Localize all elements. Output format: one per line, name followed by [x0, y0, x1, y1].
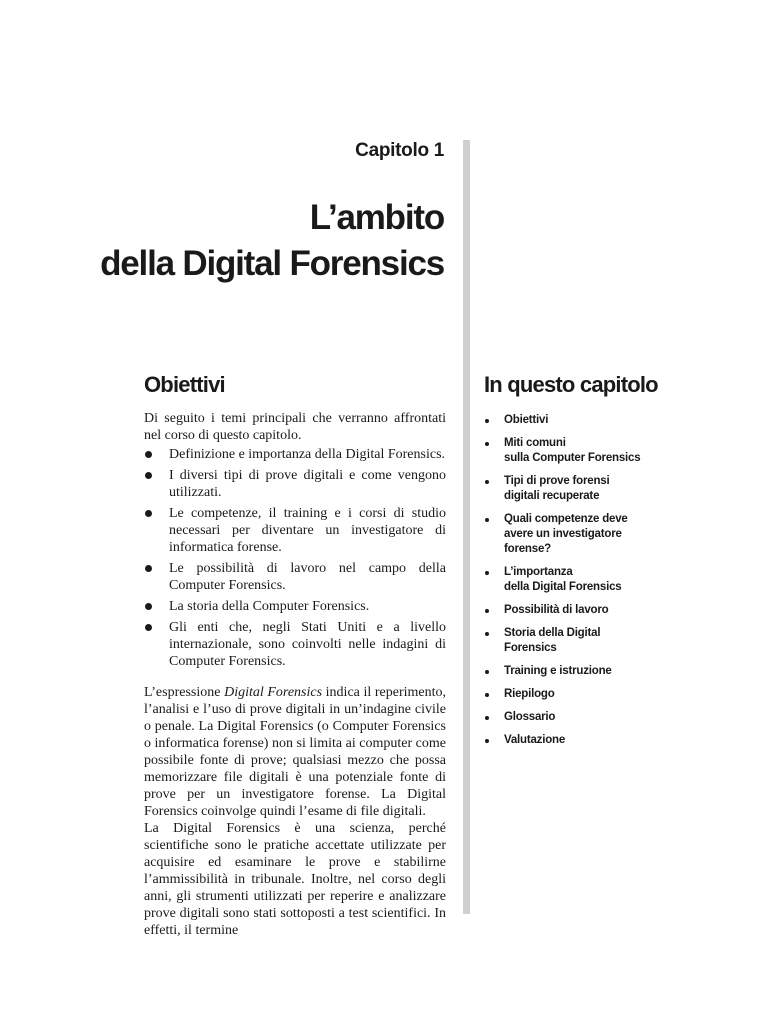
bullet-icon — [145, 510, 152, 517]
chapter-contents-text: Tipi di prove forensi digitali recuperate — [504, 475, 610, 502]
body-paragraph-2: La Digital Forensics è una scienza, perché scientifiche sono le pratiche accettate utilizzate per acquisire ed esaminare le prove e stabilirne l’ammissibilità in tribunale. Inoltre, nel corso degli anni, gli strumenti utilizzati per reperire e analizzare prove digitali sono stati sottoposti a test scientifici. In effetti, il termine — [144, 821, 446, 938]
chapter-contents-item — [484, 413, 674, 428]
chapter-contents-item — [484, 687, 674, 702]
bullet-icon — [485, 693, 489, 697]
bullet-icon — [485, 609, 489, 613]
objective-item — [144, 446, 446, 463]
bullet-icon — [485, 419, 489, 423]
body-text — [144, 684, 446, 939]
paragraph-text: indica il reperimento, l’analisi e l’uso di prove digitali in un’indagine civile o penale. La Digital Forensics (o Computer Forensics o informatica forense) non si limita ai computer come possibile fonte di prove; qualsiasi mezzo che possa memorizzare file digitali è una potenziale fonte di prove per un investigatore forense. La Digital Forensics coinvolge quindi l’esame di file digitali. — [144, 685, 447, 819]
bullet-icon — [145, 565, 152, 572]
chapter-title — [100, 195, 444, 287]
objective-text: Le possibilità di lavoro nel campo della Computer Forensics. — [169, 561, 446, 593]
body-paragraph-1 — [144, 684, 446, 820]
chapter-contents-item — [484, 626, 674, 656]
chapter-contents-item — [484, 565, 674, 595]
objectives-heading: Obiettivi — [144, 372, 225, 397]
main-column — [144, 372, 446, 939]
chapter-contents-item — [484, 512, 674, 557]
in-this-chapter-heading: In questo capitolo — [484, 372, 658, 397]
objectives-list — [144, 446, 446, 670]
chapter-contents-text: Valutazione — [504, 734, 566, 746]
objective-text: Gli enti che, negli Stati Uniti e a livello internazionale, sono coinvolti nelle indagini di Computer Forensics. — [169, 620, 446, 669]
bullet-icon — [485, 716, 489, 720]
vertical-divider-bar — [463, 140, 470, 914]
chapter-title-line-1: L’ambito — [309, 198, 444, 237]
defined-term: Digital Forensics — [224, 685, 323, 700]
objective-item — [144, 619, 446, 670]
objective-item — [144, 598, 446, 615]
chapter-contents-text: Storia della Digital Forensics — [504, 627, 601, 654]
bullet-icon — [485, 571, 489, 575]
bullet-icon — [145, 603, 152, 610]
objective-text: La storia della Computer Forensics. — [169, 599, 370, 614]
bullet-icon — [485, 442, 489, 446]
paragraph-text: L’espressione — [144, 685, 225, 700]
bullet-icon — [485, 632, 489, 636]
chapter-contents-text: Miti comuni sulla Computer Forensics — [504, 437, 641, 464]
chapter-contents-item — [484, 603, 674, 618]
chapter-contents-text: L’importanza della Digital Forensics — [504, 566, 622, 593]
objective-item — [144, 560, 446, 594]
objective-item — [144, 467, 446, 501]
chapter-contents-item — [484, 474, 674, 504]
bullet-icon — [485, 670, 489, 674]
bullet-icon — [485, 518, 489, 522]
chapter-label: Capitolo 1 — [355, 140, 444, 161]
chapter-title-line-2: della Digital Forensics — [100, 244, 444, 283]
chapter-contents-text: Riepilogo — [504, 688, 555, 700]
bullet-icon — [145, 624, 152, 631]
chapter-contents-sidebar — [484, 372, 674, 756]
objective-item — [144, 505, 446, 556]
chapter-contents-text: Possibilità di lavoro — [504, 604, 609, 616]
chapter-contents-text: Training e istruzione — [504, 665, 612, 677]
chapter-contents-item — [484, 733, 674, 748]
bullet-icon — [145, 451, 152, 458]
chapter-contents-list — [484, 413, 674, 748]
chapter-contents-item — [484, 664, 674, 679]
chapter-contents-text: Obiettivi — [504, 414, 549, 426]
objective-text: Le competenze, il training e i corsi di studio necessari per diventare un investigatore di informatica forense. — [169, 506, 446, 555]
chapter-contents-text: Glossario — [504, 711, 556, 723]
objective-text: Definizione e importanza della Digital Forensics. — [169, 447, 446, 462]
chapter-contents-item — [484, 710, 674, 725]
objective-text: I diversi tipi di prove digitali e come vengono utilizzati. — [169, 468, 446, 500]
bullet-icon — [485, 739, 489, 743]
bullet-icon — [145, 472, 152, 479]
objectives-intro: Di seguito i temi principali che verranno affrontati nel corso di questo capitolo. — [144, 411, 446, 443]
chapter-contents-text: Quali competenze deve avere un investigatore forense? — [504, 513, 628, 555]
chapter-contents-item — [484, 436, 674, 466]
bullet-icon — [485, 480, 489, 484]
